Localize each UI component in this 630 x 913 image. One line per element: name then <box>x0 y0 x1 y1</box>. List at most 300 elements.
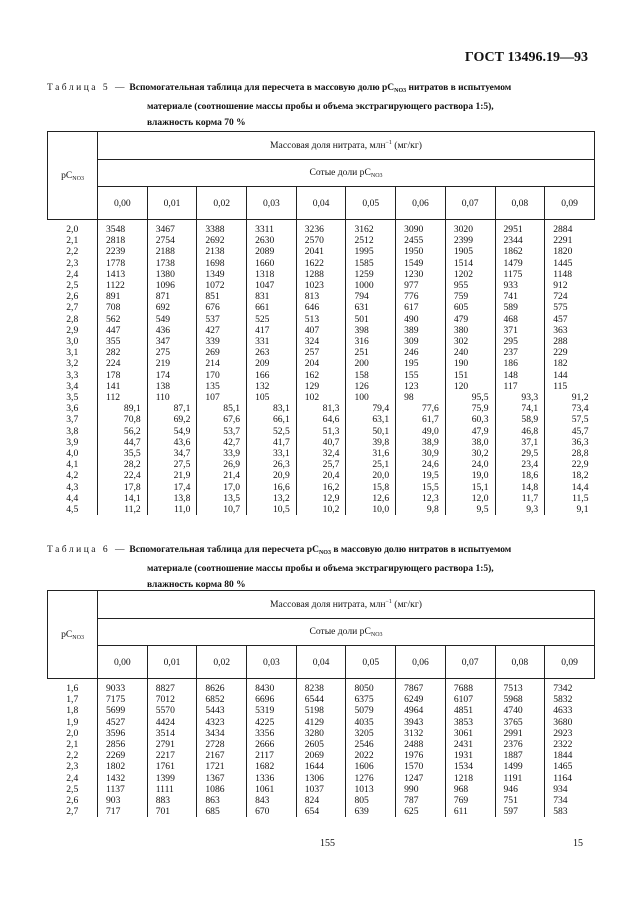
table-cell: 129 <box>296 381 346 392</box>
table-cell: 1950 <box>396 246 446 257</box>
table-cell: 724 <box>545 291 595 302</box>
table-cell: 66,1 <box>247 414 297 425</box>
table-cell: 26,9 <box>197 459 247 470</box>
pc-value: 2,2 <box>48 750 98 761</box>
pc-value: 2,0 <box>48 728 98 739</box>
table-cell: 58,9 <box>495 414 545 425</box>
table-cell: 1549 <box>396 258 446 269</box>
table-cell: 1844 <box>545 750 595 761</box>
table-cell: 25,7 <box>296 459 346 470</box>
table-cell: 1306 <box>296 773 346 784</box>
table-cell: 479 <box>445 314 495 325</box>
table-row <box>48 679 595 695</box>
table-cell: 4740 <box>495 705 545 716</box>
table-cell: 4527 <box>98 717 148 728</box>
table-cell: 15,5 <box>396 482 446 493</box>
table-cell: 4964 <box>396 705 446 716</box>
table-cell: 195 <box>396 358 446 369</box>
table-cell: 3236 <box>296 220 346 236</box>
table-cell: 81,3 <box>296 403 346 414</box>
table-cell: 2605 <box>296 739 346 750</box>
table-cell: 9,3 <box>495 504 545 515</box>
table5-title-a: Вспомогательная таблица для пересчета в массовую долю pC <box>127 83 395 93</box>
pc-value: 2,4 <box>48 773 98 784</box>
table-cell: 33,1 <box>247 448 297 459</box>
table-cell: 7175 <box>98 694 148 705</box>
table-cell: 2991 <box>495 728 545 739</box>
table-cell: 36,3 <box>545 437 595 448</box>
table-cell: 1499 <box>495 761 545 772</box>
table-cell: 1191 <box>495 773 545 784</box>
table-cell: 3132 <box>396 728 446 739</box>
table-cell: 1721 <box>197 761 247 772</box>
table-cell: 2923 <box>545 728 595 739</box>
table-cell: 49,0 <box>396 426 446 437</box>
table-cell: 38,9 <box>396 437 446 448</box>
table-cell: 843 <box>247 795 297 806</box>
table-cell: 3280 <box>296 728 346 739</box>
table-cell: 316 <box>346 336 396 347</box>
table-cell: 1585 <box>346 258 396 269</box>
table-cell: 2818 <box>98 235 148 246</box>
table-cell: 263 <box>247 347 297 358</box>
table-cell: 776 <box>396 291 446 302</box>
table-cell: 339 <box>197 336 247 347</box>
table-cell: 34,7 <box>147 448 197 459</box>
table-row <box>48 302 595 313</box>
table-cell: 2188 <box>147 246 197 257</box>
table-cell: 75,9 <box>445 403 495 414</box>
table-cell: 10,7 <box>197 504 247 515</box>
table-row <box>48 269 595 280</box>
table-cell: 6107 <box>445 694 495 705</box>
table-cell: 2630 <box>247 235 297 246</box>
pc-column-header: $pC_{NO3}$ <box>48 591 98 679</box>
table-cell: 537 <box>197 314 247 325</box>
table-cell: 46,8 <box>495 426 545 437</box>
table-cell: 990 <box>396 784 446 795</box>
table-cell: 2022 <box>346 750 396 761</box>
table-row <box>48 728 595 739</box>
table-cell: 946 <box>495 784 545 795</box>
column-header: 0,00 <box>98 187 148 220</box>
table-cell: 8626 <box>197 679 247 695</box>
table-cell: 2692 <box>197 235 247 246</box>
table-cell: 9033 <box>98 679 148 695</box>
table-cell: 115 <box>545 381 595 392</box>
column-header: 0,05 <box>346 187 396 220</box>
table-row <box>48 493 595 504</box>
table-cell: 42,7 <box>197 437 247 448</box>
table-cell: 12,9 <box>296 493 346 504</box>
table-cell: 805 <box>346 795 396 806</box>
table-cell: 2291 <box>545 235 595 246</box>
table-cell: 7867 <box>396 679 446 695</box>
pc-value: 2,9 <box>48 325 98 336</box>
pc-value: 4,0 <box>48 448 98 459</box>
table-cell: 57,5 <box>545 414 595 425</box>
pc-value: 2,5 <box>48 784 98 795</box>
table-cell: 18,6 <box>495 470 545 481</box>
column-header-row <box>48 646 595 679</box>
table-cell: 10,5 <box>247 504 297 515</box>
table-row <box>48 773 595 784</box>
table-cell: 12,6 <box>346 493 396 504</box>
table-row <box>48 717 595 728</box>
table-cell: 1288 <box>296 269 346 280</box>
table-cell: 1218 <box>445 773 495 784</box>
table-cell: 83,1 <box>247 403 297 414</box>
table-cell: 1761 <box>147 761 197 772</box>
table-cell: 968 <box>445 784 495 795</box>
table-cell: 77,6 <box>396 403 446 414</box>
table-cell: 56,2 <box>98 426 148 437</box>
table-cell: 15,8 <box>346 482 396 493</box>
table-row <box>48 784 595 795</box>
table-cell: 10,2 <box>296 504 346 515</box>
table-cell: 3514 <box>147 728 197 739</box>
table-cell: 1072 <box>197 280 247 291</box>
table-cell: 1000 <box>346 280 396 291</box>
table-cell: 831 <box>247 291 297 302</box>
group-header: Массовая доля нитрата, млн$^{-1}$ (мг/кг) <box>98 591 595 619</box>
table-cell: 237 <box>495 347 545 358</box>
table-cell: 148 <box>495 370 545 381</box>
table-cell: 2239 <box>98 246 148 257</box>
table-cell: 2041 <box>296 246 346 257</box>
table-row <box>48 426 595 437</box>
table-cell: 1445 <box>545 258 595 269</box>
table-cell: 209 <box>247 358 297 369</box>
table-cell: 3311 <box>247 220 297 236</box>
table-cell: 30,9 <box>396 448 446 459</box>
table-cell: 701 <box>147 806 197 817</box>
table-cell: 380 <box>445 325 495 336</box>
table6-title-a: Вспомогательная таблица для пересчета pC <box>127 545 319 555</box>
pc-value: 1,9 <box>48 717 98 728</box>
table-cell: 112 <box>98 392 148 403</box>
table5-title-line3: влажность корма 70 % <box>147 118 246 128</box>
pc-value: 2,3 <box>48 258 98 269</box>
table-cell: 158 <box>346 370 396 381</box>
table-cell: 670 <box>247 806 297 817</box>
table-cell: 1380 <box>147 269 197 280</box>
pc-value: 4,1 <box>48 459 98 470</box>
table-cell: 549 <box>147 314 197 325</box>
table-cell: 1465 <box>545 761 595 772</box>
table5-label: Таблица 5 — <box>47 83 128 93</box>
table-cell: 91,2 <box>545 392 595 403</box>
table-cell: 53,7 <box>197 426 247 437</box>
table-cell: 7513 <box>495 679 545 695</box>
table-cell: 1148 <box>545 269 595 280</box>
table-row <box>48 358 595 369</box>
table-cell: 646 <box>296 302 346 313</box>
table-cell: 1202 <box>445 269 495 280</box>
pc-value: 3,4 <box>48 381 98 392</box>
table-cell: 7342 <box>545 679 595 695</box>
table-cell: 513 <box>296 314 346 325</box>
table-cell: 813 <box>296 291 346 302</box>
table6-title-line2: материале (соотношение массы пробы и объема экстрагирующего раствора 1:5), <box>147 564 494 574</box>
table-cell: 654 <box>296 806 346 817</box>
table-cell: 2754 <box>147 235 197 246</box>
table5-title-line2: материале (соотношение массы пробы и объема экстрагирующего раствора 1:5), <box>147 102 494 112</box>
table-cell: 2951 <box>495 220 545 236</box>
table-cell: 14,4 <box>545 482 595 493</box>
table-cell: 22,4 <box>98 470 148 481</box>
table-cell: 3020 <box>445 220 495 236</box>
table-cell: 11,7 <box>495 493 545 504</box>
table-cell: 427 <box>197 325 247 336</box>
table-cell: 525 <box>247 314 297 325</box>
table-cell: 257 <box>296 347 346 358</box>
table-cell: 417 <box>247 325 297 336</box>
table-cell: 28,2 <box>98 459 148 470</box>
table-cell: 4323 <box>197 717 247 728</box>
table-cell: 5079 <box>346 705 396 716</box>
table-row <box>48 220 595 236</box>
column-header: 0,08 <box>495 187 545 220</box>
table-cell: 1931 <box>445 750 495 761</box>
table-row <box>48 347 595 358</box>
table-cell: 1096 <box>147 280 197 291</box>
table-cell: 17,8 <box>98 482 148 493</box>
table-cell: 2512 <box>346 235 396 246</box>
column-header: 0,09 <box>545 646 595 679</box>
table-cell: 67,6 <box>197 414 247 425</box>
table-cell: 155 <box>396 370 446 381</box>
table-cell: 1862 <box>495 246 545 257</box>
table-cell: 751 <box>495 795 545 806</box>
table-cell: 759 <box>445 291 495 302</box>
table6 <box>47 590 595 817</box>
table-cell: 13,5 <box>197 493 247 504</box>
table-cell: 107 <box>197 392 247 403</box>
table-cell: 170 <box>197 370 247 381</box>
table-cell: 2376 <box>495 739 545 750</box>
table-cell: 29,5 <box>495 448 545 459</box>
table-cell: 1318 <box>247 269 297 280</box>
table-row <box>48 246 595 257</box>
table-cell: 17,4 <box>147 482 197 493</box>
table-cell: 398 <box>346 325 396 336</box>
table-row <box>48 414 595 425</box>
table-cell: 4851 <box>445 705 495 716</box>
table-cell: 589 <box>495 302 545 313</box>
table-row <box>48 459 595 470</box>
table-row <box>48 314 595 325</box>
table-cell: 9,8 <box>396 504 446 515</box>
table-cell: 135 <box>197 381 247 392</box>
table-row <box>48 392 595 403</box>
sub-header: Сотые доли $pC_{NO3}$ <box>98 160 595 187</box>
table-cell: 61,7 <box>396 414 446 425</box>
table-cell: 3090 <box>396 220 446 236</box>
table-cell: 955 <box>445 280 495 291</box>
table-cell: 1061 <box>247 784 297 795</box>
table-cell: 3388 <box>197 220 247 236</box>
table-cell: 74,1 <box>495 403 545 414</box>
pc-value: 2,2 <box>48 246 98 257</box>
column-header: 0,00 <box>98 646 148 679</box>
table-cell: 10,0 <box>346 504 396 515</box>
table-cell: 2269 <box>98 750 148 761</box>
table-cell: 2546 <box>346 739 396 750</box>
table5 <box>47 131 595 515</box>
column-header: 0,02 <box>197 646 247 679</box>
table-cell: 1802 <box>98 761 148 772</box>
table-cell: 794 <box>346 291 396 302</box>
table-cell: 490 <box>396 314 446 325</box>
document-standard-number: ГОСТ 13496.19—93 <box>464 50 588 65</box>
table-cell: 98 <box>396 392 446 403</box>
table-cell: 33,9 <box>197 448 247 459</box>
table-cell: 69,2 <box>147 414 197 425</box>
table-cell: 79,4 <box>346 403 396 414</box>
table-cell: 4035 <box>346 717 396 728</box>
table-cell: 5570 <box>147 705 197 716</box>
table-cell: 28,8 <box>545 448 595 459</box>
table-cell: 20,9 <box>247 470 297 481</box>
pc-value: 3,9 <box>48 437 98 448</box>
pc-value: 3,0 <box>48 336 98 347</box>
table-cell: 13,8 <box>147 493 197 504</box>
table-cell: 1247 <box>396 773 446 784</box>
table-cell: 45,7 <box>545 426 595 437</box>
column-header: 0,09 <box>545 187 595 220</box>
sub-header: Сотые доли $pC_{NO3}$ <box>98 619 595 646</box>
table-cell: 51,3 <box>296 426 346 437</box>
table-cell: 883 <box>147 795 197 806</box>
pc-value: 4,5 <box>48 504 98 515</box>
table-cell: 39,8 <box>346 437 396 448</box>
table-cell: 1479 <box>495 258 545 269</box>
table-cell: 851 <box>197 291 247 302</box>
table-cell: 1047 <box>247 280 297 291</box>
table-cell: 676 <box>197 302 247 313</box>
table-cell: 3205 <box>346 728 396 739</box>
table-cell: 219 <box>147 358 197 369</box>
table-cell: 8050 <box>346 679 396 695</box>
pc-value: 2,1 <box>48 235 98 246</box>
table-cell: 5443 <box>197 705 247 716</box>
table-cell: 1660 <box>247 258 297 269</box>
table-cell: 891 <box>98 291 148 302</box>
pc-value: 4,3 <box>48 482 98 493</box>
table-row <box>48 504 595 515</box>
table-cell: 32,4 <box>296 448 346 459</box>
table-cell: 15,1 <box>445 482 495 493</box>
table-cell: 2322 <box>545 739 595 750</box>
column-header: 0,03 <box>247 187 297 220</box>
pc-value: 3,6 <box>48 403 98 414</box>
table-cell: 302 <box>445 336 495 347</box>
table-cell: 2089 <box>247 246 297 257</box>
table-cell: 3853 <box>445 717 495 728</box>
table-cell: 182 <box>545 358 595 369</box>
table-cell: 1887 <box>495 750 545 761</box>
table-row <box>48 381 595 392</box>
table-row <box>48 437 595 448</box>
table-cell: 2791 <box>147 739 197 750</box>
table-cell: 275 <box>147 347 197 358</box>
table-cell: 17,0 <box>197 482 247 493</box>
table-cell: 123 <box>396 381 446 392</box>
table-cell: 85,1 <box>197 403 247 414</box>
table-cell: 708 <box>98 302 148 313</box>
table5-title-sub: NO <box>394 88 404 94</box>
table-cell: 1778 <box>98 258 148 269</box>
column-header: 0,08 <box>495 646 545 679</box>
table-cell: 2570 <box>296 235 346 246</box>
pc-value: 2,6 <box>48 291 98 302</box>
table-cell: 2455 <box>396 235 446 246</box>
table-cell: 120 <box>445 381 495 392</box>
table-cell: 5832 <box>545 694 595 705</box>
table-cell: 1122 <box>98 280 148 291</box>
table-cell: 1013 <box>346 784 396 795</box>
table5-body <box>48 220 595 516</box>
table-cell: 18,2 <box>545 470 595 481</box>
table-cell: 288 <box>545 336 595 347</box>
table-cell: 355 <box>98 336 148 347</box>
table-cell: 200 <box>346 358 396 369</box>
table-cell: 37,1 <box>495 437 545 448</box>
table-cell: 389 <box>396 325 446 336</box>
table-cell: 2344 <box>495 235 545 246</box>
table-cell: 22,9 <box>545 459 595 470</box>
table-cell: 934 <box>545 784 595 795</box>
table-cell: 2117 <box>247 750 297 761</box>
table-cell: 41,7 <box>247 437 297 448</box>
table-row <box>48 235 595 246</box>
table-cell: 269 <box>197 347 247 358</box>
table-cell: 282 <box>98 347 148 358</box>
table-cell: 1644 <box>296 761 346 772</box>
table-cell: 447 <box>98 325 148 336</box>
table-cell: 468 <box>495 314 545 325</box>
pc-value: 3,2 <box>48 358 98 369</box>
table-row <box>48 739 595 750</box>
table-row <box>48 795 595 806</box>
table-cell: 95,5 <box>445 392 495 403</box>
table-cell: 1413 <box>98 269 148 280</box>
column-header-row <box>48 187 595 220</box>
table-cell: 63,1 <box>346 414 396 425</box>
table-cell: 14,8 <box>495 482 545 493</box>
table-cell: 14,1 <box>98 493 148 504</box>
table-cell: 141 <box>98 381 148 392</box>
table-cell: 5968 <box>495 694 545 705</box>
pc-value: 2,3 <box>48 761 98 772</box>
table-cell: 575 <box>545 302 595 313</box>
table-cell: 31,6 <box>346 448 396 459</box>
table-cell: 117 <box>495 381 545 392</box>
table-cell: 251 <box>346 347 396 358</box>
table-cell: 2884 <box>545 220 595 236</box>
table-cell: 6249 <box>396 694 446 705</box>
table-cell: 30,2 <box>445 448 495 459</box>
table-cell: 6852 <box>197 694 247 705</box>
table-cell: 43,6 <box>147 437 197 448</box>
table-cell: 126 <box>346 381 396 392</box>
table-cell: 2167 <box>197 750 247 761</box>
table-cell: 5198 <box>296 705 346 716</box>
pc-value: 3,7 <box>48 414 98 425</box>
table-cell: 110 <box>147 392 197 403</box>
table-cell: 16,2 <box>296 482 346 493</box>
